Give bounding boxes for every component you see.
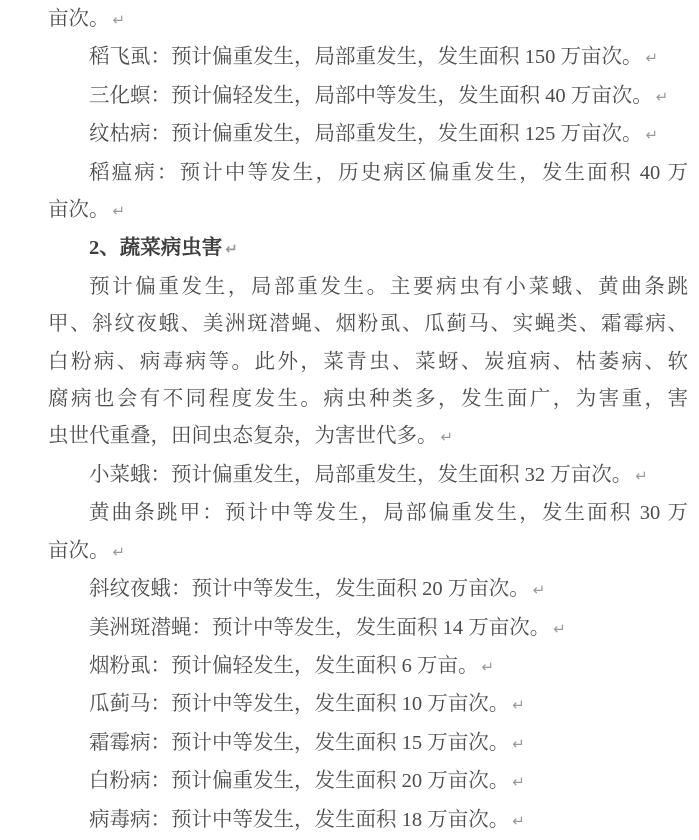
paragraph-mark-icon: ↵	[112, 11, 126, 29]
paragraph-mark-icon: ↵	[635, 466, 648, 485]
paragraph-mark-icon: ↵	[655, 87, 669, 106]
text-line	[48, 763, 688, 801]
text-line	[48, 192, 688, 230]
paragraph-text: 三化螟：预计偏轻发生，局部中等发生，发生面积 40 万亩次。	[89, 84, 653, 107]
paragraph-text: 小菜蛾：预计偏重发生，局部重发生，发生面积 32 万亩次。	[89, 463, 633, 486]
paragraph-mark-icon: ↵	[512, 811, 525, 830]
para-rice-blast	[48, 155, 688, 231]
paragraph-text: 瓜蓟马：预计中等发生，发生面积 10 万亩次。	[89, 693, 510, 716]
paragraph-mark-icon: ↵	[553, 619, 566, 638]
para-diamondback-moth	[48, 457, 688, 495]
para-virus-disease	[48, 802, 688, 840]
text-line	[48, 495, 688, 532]
para-continuation-mu-ci	[48, 1, 688, 39]
paragraph-text: 预计偏重发生，局部重发生。主要病虫有小菜蛾、黄曲条跳	[89, 275, 688, 298]
paragraph-mark-icon: ↵	[512, 773, 525, 792]
text-line	[48, 116, 688, 154]
para-prodenia-litura	[48, 571, 688, 609]
para-vegetable-overview	[48, 269, 688, 457]
para-melon-thrips	[48, 686, 688, 724]
text-line	[48, 725, 688, 763]
para-american-leafminer	[48, 610, 688, 648]
text-line	[48, 381, 688, 418]
paragraph-mark-icon: ↵	[112, 202, 126, 221]
heading-vegetable-pests	[48, 230, 688, 268]
text-line	[48, 418, 688, 456]
para-powdery-mildew	[48, 763, 688, 801]
para-striped-stem-borer	[48, 78, 688, 116]
text-line	[48, 269, 688, 306]
text-line	[48, 610, 688, 648]
paragraph-text: 烟粉虱：预计偏轻发生，发生面积 6 万亩。	[89, 654, 479, 677]
section-heading	[48, 230, 688, 268]
text-line	[48, 39, 688, 77]
paragraph-mark-icon: ↵	[440, 428, 454, 447]
para-tobacco-whitefly	[48, 648, 688, 686]
paragraph-mark-icon: ↵	[512, 696, 525, 715]
paragraph-text: 白粉病：预计偏重发生，发生面积 20 万亩次。	[89, 770, 510, 793]
paragraph-text: 亩次。	[48, 8, 110, 30]
paragraph-text: 亩次。	[48, 539, 110, 562]
paragraph-text: 稻瘟病：预计中等发生，历史病区偏重发生，发生面积 40 万	[89, 161, 688, 184]
paragraph-text: 白粉病、病毒病等。此外，菜青虫、菜蚜、炭疽病、枯萎病、软	[48, 350, 688, 373]
para-sheath-blight	[48, 116, 688, 154]
text-line	[48, 344, 688, 381]
text-line	[48, 802, 688, 840]
para-downy-mildew	[48, 725, 688, 763]
text-line	[48, 1, 688, 39]
paragraph-text: 美洲斑潜蝇：预计中等发生，发生面积 14 万亩次。	[89, 616, 551, 639]
paragraph-text: 稻飞虱：预计偏重发生，局部重发生，发生面积 150 万亩次。	[89, 46, 643, 69]
paragraph-text: 亩次。	[48, 199, 110, 222]
paragraph-mark-icon: ↵	[645, 126, 659, 145]
heading-text: 2、蔬菜病虫害	[89, 237, 223, 260]
paragraph-mark-icon: ↵	[225, 240, 238, 259]
text-line	[48, 306, 688, 343]
paragraph-text: 虫世代重叠，田间虫态复杂，为害世代多。	[48, 425, 438, 448]
paragraph-mark-icon: ↵	[512, 734, 525, 753]
para-rice-planthopper	[48, 39, 688, 77]
para-striped-flea-beetle	[48, 495, 688, 571]
text-line	[48, 533, 688, 571]
paragraph-text: 黄曲条跳甲：预计中等发生，局部偏重发生，发生面积 30 万	[89, 502, 688, 525]
text-line	[48, 78, 688, 116]
paragraph-mark-icon: ↵	[532, 581, 546, 600]
text-line	[48, 571, 688, 609]
paragraph-text: 斜纹夜蛾：预计中等发生，发生面积 20 万亩次。	[89, 578, 530, 601]
text-line	[48, 155, 688, 192]
paragraph-text: 病毒病：预计中等发生，发生面积 18 万亩次。	[89, 808, 510, 831]
paragraph-mark-icon: ↵	[112, 542, 126, 561]
text-line	[48, 686, 688, 724]
paragraph-mark-icon: ↵	[481, 657, 495, 676]
paragraph-text: 纹枯病：预计偏重发生，局部重发生，发生面积 125 万亩次。	[89, 123, 643, 146]
paragraph-mark-icon: ↵	[645, 49, 659, 68]
text-line	[48, 648, 688, 686]
paragraph-text: 腐病也会有不同程度发生。病虫种类多，发生面广，为害重，害	[48, 388, 688, 411]
text-line	[48, 457, 688, 495]
paragraph-text: 霜霉病：预计中等发生，发生面积 15 万亩次。	[89, 731, 510, 754]
paragraph-text: 甲、斜纹夜蛾、美洲斑潜蝇、烟粉虱、瓜蓟马、实蝇类、霜霉病、	[48, 313, 688, 336]
